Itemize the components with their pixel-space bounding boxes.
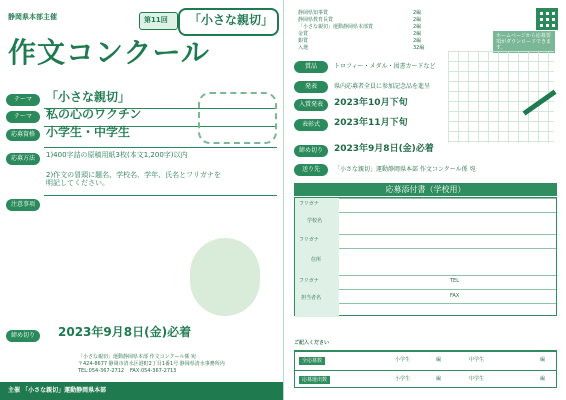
award-5: 銀賞	[298, 38, 309, 44]
award-1-value: 2編	[413, 10, 422, 16]
form-input-7[interactable]	[467, 276, 555, 288]
form-label-1: フリガナ	[299, 201, 319, 207]
award-2-value: 2編	[413, 17, 422, 23]
form-input-1[interactable]	[340, 199, 555, 211]
award-4-value: 2編	[413, 31, 422, 37]
announce-label: 発表	[294, 81, 328, 93]
office-text: 「小さな親切」運動静岡県本部 作文コンクール係 宛	[78, 354, 196, 360]
award-2: 静岡県教育長賞	[298, 17, 334, 23]
form-input-5[interactable]	[340, 276, 446, 288]
row-label-1: テーマ	[6, 94, 40, 106]
summary-1-3: 中学生	[469, 357, 485, 363]
row-line-3	[44, 147, 277, 148]
send-label: 送り先	[294, 164, 328, 176]
announce-text: 県内応募者全員に参加記念品を進呈	[334, 83, 431, 90]
prize-label: 賞品	[294, 61, 328, 73]
form-input-4[interactable]	[340, 249, 555, 274]
notes-label: 注意事項	[6, 199, 40, 211]
form-label-8: FAX	[450, 293, 460, 299]
speech-bubble	[198, 92, 277, 144]
form-title: 応募添付書（学校用）	[294, 183, 557, 196]
deadline-label: 締め切り	[6, 330, 40, 342]
award-3-value: 2編	[413, 24, 422, 30]
row-text-3: 小学生・中学生	[46, 125, 131, 139]
award-5-value: 2編	[413, 38, 422, 44]
form-input-3[interactable]	[340, 235, 555, 247]
form-label-3: フリガナ	[299, 237, 319, 243]
hedgehog-illustration	[190, 238, 260, 316]
summary-1-2: 編	[436, 357, 442, 363]
ceremony-label: 入賞発表	[294, 99, 328, 111]
theme-text: 「小さな親切」	[189, 13, 274, 27]
form-input-6[interactable]	[340, 290, 446, 302]
tel-text: TEL:054-367-2712	[78, 368, 125, 374]
summary-box	[294, 350, 557, 388]
application-form	[294, 197, 557, 316]
form-input-8[interactable]	[467, 290, 555, 302]
edition-badge	[139, 12, 178, 30]
row-text-5: 2)作文の冒頭に題名、学校名、学年、氏名とフリガナを明記してください。	[46, 171, 221, 187]
form-input-2[interactable]	[340, 213, 555, 233]
footer-bar	[0, 382, 283, 400]
award-ceremony-text: 2023年11月下旬	[334, 118, 408, 128]
form-label-5: フリガナ	[299, 278, 319, 284]
send-text: 「小さな親切」運動静岡県本部 作文コンクール係 宛	[334, 166, 476, 173]
award-ceremony-label: 表彰式	[294, 119, 328, 131]
summary-2-1: 小学生	[395, 376, 411, 382]
note-heading: ご記入ください	[294, 340, 330, 346]
summary-2-4: 編	[540, 376, 546, 382]
ceremony-text: 2023年10月下旬	[334, 98, 408, 108]
award-3: 「小さな親切」運動静岡県本部賞	[298, 24, 374, 30]
address-text: 〒424-8677 静岡市清水区港町2丁目1番1号 静岡県清水事務所内	[78, 361, 225, 367]
edition-text: 第11回	[144, 16, 168, 24]
fax-text: FAX:054-367-2713	[130, 368, 177, 374]
summary-2-2: 編	[436, 376, 442, 382]
qr-code-icon	[536, 8, 558, 30]
summary-label-1: 全応募数	[299, 357, 325, 365]
row-label-4: 応募方法	[6, 153, 40, 165]
award-6-value: 32編	[413, 45, 425, 51]
qr-note: ホームページから応募要項がダウンロードできます。	[493, 31, 555, 53]
row-text-4: 1)400字詰の原稿用紙3枚(本文1,200字)以内	[46, 151, 188, 159]
sponsor-text: 静岡県本部主催	[8, 13, 57, 21]
summary-row-1	[295, 351, 556, 371]
summary-1-4: 編	[540, 357, 546, 363]
row-text-1: 「小さな親切」	[46, 90, 131, 104]
row-line-4	[44, 195, 277, 196]
deadline-text-right: 2023年9月8日(金)必着	[334, 144, 434, 154]
right-panel	[283, 0, 566, 400]
award-6: 入選	[298, 45, 309, 51]
row-label-2: テーマ	[6, 111, 40, 123]
deadline-text: 2023年9月8日(金)必着	[58, 325, 192, 339]
form-label-4: 住所	[311, 257, 322, 263]
award-4: 金賞	[298, 31, 309, 37]
form-label-2: 学校名	[307, 218, 323, 224]
form-label-6: 担当者名	[301, 295, 322, 301]
row-label-3: 応募資格	[6, 129, 40, 141]
summary-1-1: 小学生	[395, 357, 411, 363]
deadline-label-right: 締め切り	[294, 145, 328, 157]
theme-ticket	[178, 8, 279, 36]
form-label-7: TEL	[450, 278, 459, 284]
award-1: 静岡県知事賞	[298, 10, 329, 16]
summary-row-2	[295, 370, 556, 390]
main-title: 作文コンクール	[8, 36, 210, 69]
summary-label-2: 応募運出数	[299, 376, 330, 384]
prize-text: トロフィー・メダル・図書カードなど	[334, 63, 436, 70]
footer-text: 主催 「小さな親切」運動静岡県本部	[8, 387, 107, 394]
row-text-2: 私の心のワクチン	[46, 107, 142, 121]
summary-2-3: 中学生	[469, 376, 485, 382]
